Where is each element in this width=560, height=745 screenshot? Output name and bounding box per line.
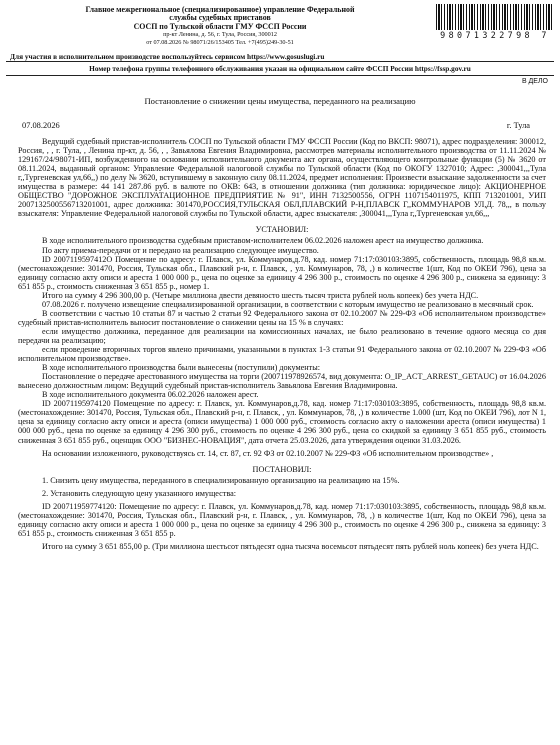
letterhead — [10, 6, 430, 46]
body-paragraph: В ходе исполнительного производства были вынесены (поступили) документы: — [42, 363, 321, 373]
body-paragraph: если имущество должника, переданное для реализации на комиссионных началах, не было реализовано в течение одного месяца со дня передачи на реализацию; — [18, 326, 546, 345]
phone-notice: Номер телефона группы телефонного обслуживания указан на официальном сайте ФССП России https://fssp.gov.ru — [89, 64, 471, 73]
body-paragraph: На основании изложенного, руководствуясь ст. 14, ст. 87, ст. 92 ФЗ от 02.10.2007 № 229-ФЗ «Об исполнительном производстве» , — [42, 448, 494, 458]
agency-name-line2: службы судебных приставов — [169, 13, 271, 23]
body-paragraph: Итого на сумму 4 296 300,00 р. (Четыре миллиона двести девяносто шесть тысяч триста рублей ноль копеек) без учета НДС. — [42, 290, 479, 300]
body-paragraph: В ходе исполнительного производства судебным приставом-исполнителем 06.02.2026 наложен арест на имущество должника. — [42, 236, 484, 246]
decision-item: 1. Снизить цену имущества, переданного в специализированную организацию на реализацию на 15%. — [42, 475, 400, 485]
body-paragraph: ID 2007119597412О Помещение по адресу: г. Плавск, ул. Коммунаров,д.78, кад. номер 71:17:030103:3895, собственность, площадь 98,8 кв.м. (местонахождение: 301470, Россия, Тульская обл., Плавский р-н, г. Плавск, , ул. Коммунаров, 78, ,) в количестве 1(шт, Код по ОКЕИ 796), цена за единицу согласно акту описи и ареста 1 000 000 р., цена по оценке за единицу 4 296 300 р., стоимость по оценке 4 296 300 р., снижена за единицу: 3 651 855 р., стоимость сниженная 3 651 855 р., номер 1. — [18, 254, 546, 291]
body-paragraph: Итого на сумму 3 651 855,00 р. (Три миллиона шестьсот пятьдесят одна тысяча восемьсот пятьдесят пять рублей ноль копеек) без учета НДС. — [42, 541, 539, 551]
document-body — [18, 137, 546, 551]
document-reference: от 07.08.2026 № 98071/26/153405 Тел. +7(495)249-30-51 — [146, 38, 294, 46]
decision-item: 2. Установить следующую цену указанного имущества: — [42, 488, 237, 498]
body-paragraph: В соответствии с частью 10 статьи 87 и частью 2 статьи 92 Федерального закона от 02.10.2007 № 229-ФЗ «Об исполнительном производстве» судебный пристав-исполнитель выносит постановление о снижении цены на 15 % в случаях: — [18, 308, 546, 327]
body-paragraph: В ходе исполнительного документа 06.02.2026 наложен арест. — [42, 390, 259, 400]
body-paragraph: По акту приема-передачи от и передано на реализацию следующее имущество. — [42, 245, 319, 255]
document-title: Постановление о снижении цены имущества, переданного на реализацию — [144, 96, 416, 106]
intro-paragraph: Ведущий судебный пристав-исполнитель СОСП по Тульской области ГМУ ФССП России (Код по ВКСП: 98071), адрес подразделения: 300012, Россия, , , г. Тула, , Ленина пр-кт, д. 56, , , Завьялова Евгения Владимировна, рассмотрев материалы исполнительного производства от 11.11.2024 № 129167/24/98071-ИП, возбужденного на основании исполнительного документа акт органа, осуществляющего контрольные функции (5) № 3620 от 08.11.2024, выданный органом: Управление Федеральной налоговой службы по Тульской области (Код по ОКОГУ 1327010; Адрес: ,300041,,,Тула г,,Тургеневская ул,66,,) по делу № 3620, вступившему в законную силу 08.11.2024, предмет исполнения: Произвести взыскание задолженности за счет имущества в размере: 44 141 287.86 руб. в валюте по ОКВ: 643, в отношении должника (тип должника: юридическое лицо): АКЦИОНЕРНОЕ ОБЩЕСТВО "ДОРОЖНОЕ ЭКСПЛУАТАЦИОННОЕ ПРЕДПРИЯТИЕ № 91", ИНН 7132500556, ОГРН 1107154011975, КПП 713201001, УИП 2007132500556713201001, адрес должника: 301470,РОССИЯ,ТУЛЬСКАЯ ОБЛ,ПЛАВСКИЙ Р-Н,ПЛАВСК Г,,КОММУНАРОВ УЛ,Д. 78,,, в пользу взыскателя: Управление Федеральной налоговой службы по Тульской области, адрес взыскателя: ,300041,,,Тула г,,Тургеневская ул,66,,, — [18, 137, 546, 219]
department-address: пр-кт Ленина, д. 56, г. Тула, Россия, 300012 — [163, 31, 277, 39]
body-paragraph: если проведение вторичных торгов явлено причинами, указанными в пунктах 1-3 статьи 91 Федерального закона от 02.10.2007 № 229-ФЗ «Об исполнительном производстве». — [18, 345, 546, 364]
divider — [6, 61, 554, 62]
gosuslugi-notice: Для участия в исполнительном производстве воспользуйтесь сервисом https://www.gosuslugi.ru — [10, 52, 325, 61]
document-date: 07.08.2026 — [22, 121, 60, 130]
divider — [6, 75, 554, 76]
body-paragraph: Постановление о передаче арестованного имущества на торги (200711978926574, вид документа: O_IP_ACT_ARREST_GETAUC) от 16.04.2026 вынесено должностным лицом: Ведущий судебный пристав-исполнитель Завьялова Евгения Владимировна. — [18, 372, 546, 391]
barcode-number: 98071322798 7 — [440, 30, 550, 40]
body-paragraph: ID 200711959774120: Помещение по адресу: г. Плавск, ул. Коммунаров,д.78, кад. номер 71:17:030103:3895, собственность, площадь 98,8 кв.м. (местонахождение: 301470, Россия, Тульская обл., Плавский р-н, г. Плавск, , ул. Коммунаров, 78, ,) в количестве 1(шт, Код по ОКЕИ 796), цена за единицу согласно акту описи и ареста 1 000 000 р., цена по оценке за единицу 4 296 300 р., стоимость по оценке 4 296 300 р., снижена за единицу: 3 651 855 р., стоимость сниженная 3 651 855 р. — [18, 501, 546, 538]
department-name: СОСП по Тульской области ГМУ ФССП России — [133, 21, 307, 31]
body-paragraph: 07.08.2026 г. получено извещение специализированной организации, в соответствии с которым имущество не реализовано в месячный срок. — [42, 299, 534, 309]
body-paragraph: ID 20071195974120 Помещение по адресу: г. Плавск, ул. Коммунаров,д.78, кад. номер 71:17:030103:3895, собственность, площадь 98,8 кв.м. (местонахождение: 301470, Россия, Тульская обл., Плавский р-н, г. Плавск, , ул. Коммунаров, 78, ,) в количестве 1.000 (шт, Код по ОКЕИ 796), лот N 1, цена за единицу согласно акту описи и ареста (описи имущества) 1 000 000 руб., стоимость согласно акту о наложении ареста (описи имущества) 1 000 000 руб., цена по оценке за единицу 4 296 300 руб., стоимость по оценке 4 296 300 руб., цена со скидкой за единицу 3 651 855 руб., стоимость сниженная 3 651 855 руб., оценщик ООО "БИЗНЕС-НОВАЦИЯ", дата отчета 25.03.2026, дата утверждения оценки 31.03.2026. — [18, 399, 546, 445]
barcode-image — [436, 4, 554, 30]
document-city: г. Тула — [506, 121, 530, 130]
agency-name-line1: Главное межрегиональное (специализированное) управление Федеральной — [85, 5, 355, 14]
section-ustanovil: УСТАНОВИЛ: — [255, 225, 309, 235]
v-delo-mark: В ДЕЛО — [521, 78, 548, 85]
section-postanovil: ПОСТАНОВИЛ: — [252, 464, 312, 474]
